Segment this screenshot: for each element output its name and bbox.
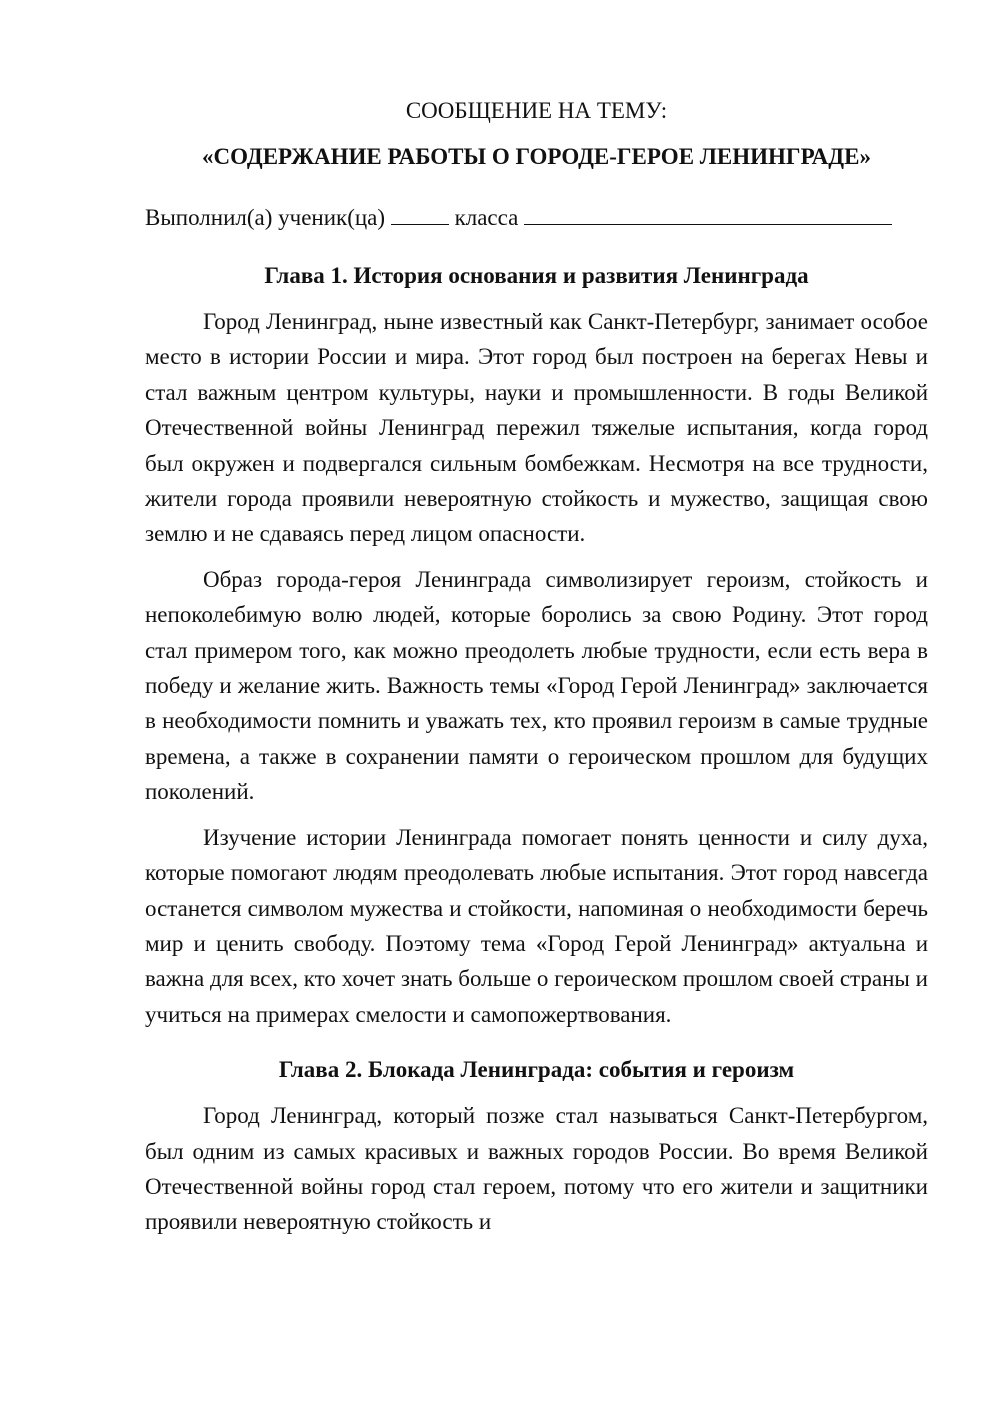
chapter-2-heading: Глава 2. Блокада Ленинграда: события и героизм: [278, 1057, 795, 1083]
document-body: [145, 88, 928, 1240]
author-prefix: Выполнил(а) ученик(ца): [145, 205, 386, 230]
chapter-2-paragraph-1: Город Ленинград, который позже стал называться Санкт-Петербургом, был одним из самых красивых и важных городов России. Во время Великой Отечественной войны город стал героем, потому что его жители и защитники проявили невероятную стойкость и: [145, 1103, 928, 1235]
author-class-label: класса: [454, 205, 519, 230]
author-line: [145, 200, 928, 236]
document-title-line-1: СООБЩЕНИЕ НА ТЕМУ:: [405, 98, 668, 123]
chapter-1-paragraph-2: Образ города-героя Ленинграда символизирует героизм, стойкость и непоколебимую волю людей, которые боролись за свою Родину. Этот город стал примером того, как можно преодолеть любые трудности, если есть вера в победу и желание жить. Важность темы «Город Герой Ленинград» заключается в необходимости помнить и уважать тех, кто проявил героизм в самые трудные времена, а также в сохранении памяти о героическом прошлом для будущих поколений.: [145, 566, 928, 805]
chapter-1-paragraph-3: Изучение истории Ленинграда помогает понять ценности и силу духа, которые помогают людям преодолевать любые испытания. Этот город навсегда останется символом мужества и стойкости, напоминая о необходимости беречь мир и ценить свободу. Поэтому тема «Город Герой Ленинград» актуальна и важна для всех, кто хочет знать больше о героическом прошлом своей страны и учиться на примерах смелости и самопожертвования.: [145, 824, 928, 1027]
chapter-1-paragraph-1: Город Ленинград, ныне известный как Санкт-Петербург, занимает особое место в истории России и мира. Этот город был построен на берегах Невы и стал важным центром культуры, науки и промышленности. В годы Великой Отечественной войны Ленинград пережил тяжелые испытания, когда город был окружен и подвергался сильным бомбежкам. Несмотря на все трудности, жители города проявили невероятную стойкость и мужество, защищая свою землю и не сдаваясь перед лицом опасности.: [145, 309, 928, 547]
class-name-blank: [524, 202, 892, 225]
chapter-1-heading: Глава 1. История основания и развития Ленинграда: [264, 263, 809, 288]
class-number-blank: [391, 202, 449, 225]
document-title-line-2: «СОДЕРЖАНИЕ РАБОТЫ О ГОРОДЕ-ГЕРОЕ ЛЕНИНГРАДЕ»: [202, 144, 871, 169]
